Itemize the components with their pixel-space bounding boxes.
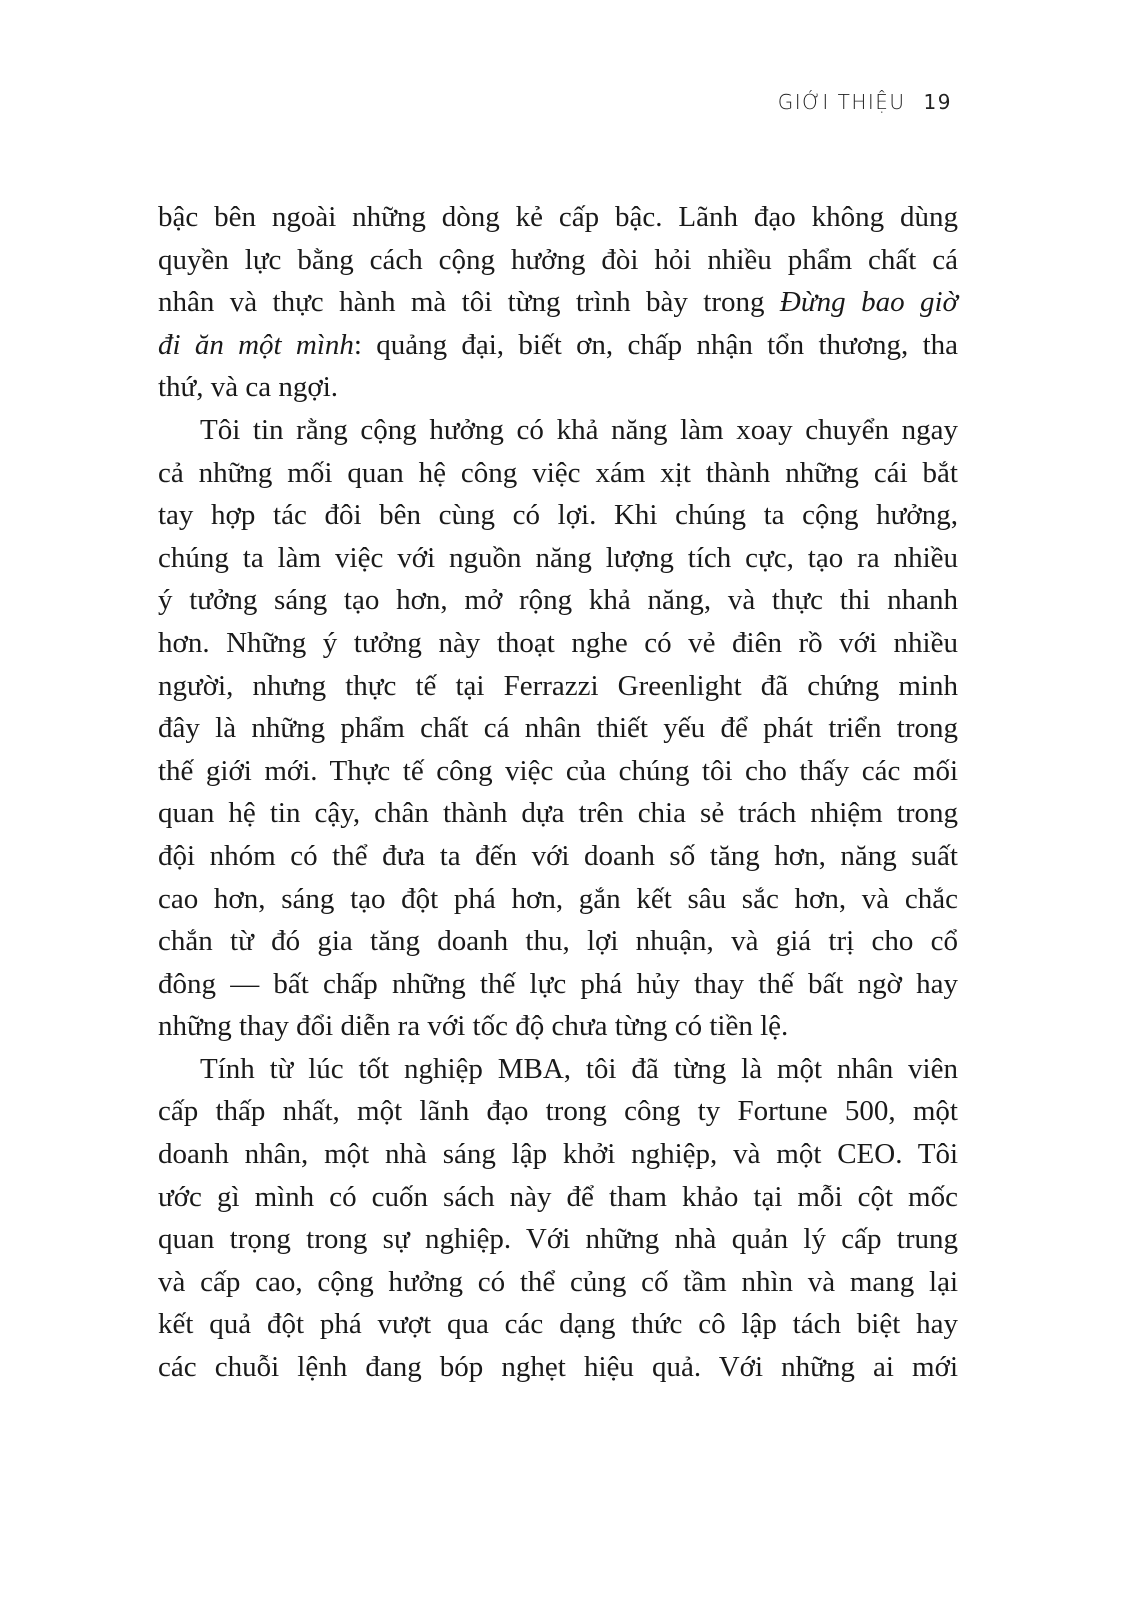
text-line xyxy=(158,665,958,708)
page-number: 19 xyxy=(923,90,952,114)
paragraph xyxy=(158,409,958,1048)
text-line xyxy=(158,1261,958,1304)
text-line xyxy=(158,1133,958,1176)
text-segment: và cấp cao, cộng hưởng có thể củng cố tầm nhìn và mang lại xyxy=(158,1265,958,1298)
text-line xyxy=(158,1218,958,1261)
text-line xyxy=(158,1303,958,1346)
text-line xyxy=(158,920,958,963)
text-line xyxy=(158,494,958,537)
text-segment: đội nhóm có thể đưa ta đến với doanh số tăng hơn, năng suất xyxy=(158,839,958,872)
text-line xyxy=(158,1346,958,1389)
text-line xyxy=(158,963,958,1006)
text-segment: những thay đổi diễn ra với tốc độ chưa từng có tiền lệ. xyxy=(158,1010,789,1043)
text-segment: thứ, và ca ngợi. xyxy=(158,371,339,404)
text-line xyxy=(158,792,958,835)
text-line xyxy=(158,878,958,921)
body-text xyxy=(158,196,958,1389)
text-line xyxy=(158,196,958,239)
text-segment: nhân và thực hành mà tôi từng trình bày trong xyxy=(158,286,780,319)
text-segment: chắn từ đó gia tăng doanh thu, lợi nhuận, và giá trị cho cổ xyxy=(158,925,958,958)
text-line xyxy=(158,622,958,665)
text-line xyxy=(158,366,958,409)
text-line xyxy=(158,1005,958,1048)
text-segment: đông — bất chấp những thế lực phá hủy thay thế bất ngờ hay xyxy=(158,967,958,1000)
text-segment: cấp thấp nhất, một lãnh đạo trong công ty Fortune 500, một xyxy=(158,1095,958,1128)
text-segment: người, nhưng thực tế tại Ferrazzi Greenlight đã chứng minh xyxy=(158,669,958,702)
book-title-italic: Đừng bao giờ xyxy=(779,286,959,319)
text-segment: ý tưởng sáng tạo hơn, mở rộng khả năng, và thực thi nhanh xyxy=(158,584,958,617)
text-line xyxy=(158,1048,958,1091)
text-line xyxy=(158,579,958,622)
text-segment: tay hợp tác đôi bên cùng có lợi. Khi chúng ta cộng hưởng, xyxy=(158,499,958,532)
text-segment: hơn. Những ý tưởng này thoạt nghe có vẻ điên rồ với nhiều xyxy=(158,626,958,659)
text-segment: quan hệ tin cậy, chân thành dựa trên chia sẻ trách nhiệm trong xyxy=(158,797,958,830)
paragraph xyxy=(158,1048,958,1389)
text-line xyxy=(158,707,958,750)
text-segment: quyền lực bằng cách cộng hưởng đòi hỏi nhiều phẩm chất cá xyxy=(158,243,958,276)
text-segment: các chuỗi lệnh đang bóp nghẹt hiệu quả. Với những ai mới xyxy=(158,1351,958,1384)
text-segment: kết quả đột phá vượt qua các dạng thức cô lập tách biệt hay xyxy=(158,1308,958,1341)
book-title-italic: đi ăn một mình xyxy=(158,328,354,361)
text-line xyxy=(158,324,958,367)
text-segment: Tôi tin rằng cộng hưởng có khả năng làm xoay chuyển ngay xyxy=(200,413,958,446)
text-line xyxy=(158,239,958,282)
text-segment: chúng ta làm việc với nguồn năng lượng tích cực, tạo ra nhiều xyxy=(158,541,958,574)
text-line xyxy=(158,750,958,793)
text-segment: doanh nhân, một nhà sáng lập khởi nghiệp, và một CEO. Tôi xyxy=(158,1138,958,1171)
text-segment: quan trọng trong sự nghiệp. Với những nhà quản lý cấp trung xyxy=(158,1223,958,1256)
text-segment: bậc bên ngoài những dòng kẻ cấp bậc. Lãnh đạo không dùng xyxy=(158,201,958,233)
chapter-title: GIỚI THIỆU xyxy=(777,90,906,114)
text-line xyxy=(158,835,958,878)
text-segment: ước gì mình có cuốn sách này để tham khảo tại mỗi cột mốc xyxy=(158,1180,958,1213)
text-line xyxy=(158,281,958,324)
text-line xyxy=(158,1176,958,1219)
text-segment: thế giới mới. Thực tế công việc của chúng tôi cho thấy các mối xyxy=(158,754,958,787)
text-line xyxy=(158,1090,958,1133)
text-line xyxy=(158,537,958,580)
text-line xyxy=(158,452,958,495)
text-segment: : quảng đại, biết ơn, chấp nhận tổn thương, tha xyxy=(353,328,959,361)
text-segment: cả những mối quan hệ công việc xám xịt thành những cái bắt xyxy=(158,456,958,489)
text-line xyxy=(158,409,958,452)
paragraph xyxy=(158,196,958,409)
text-segment: đây là những phẩm chất cá nhân thiết yếu để phát triển trong xyxy=(158,712,958,745)
running-head xyxy=(778,90,952,114)
text-segment: Tính từ lúc tốt nghiệp MBA, tôi đã từng là một nhân viên xyxy=(200,1052,958,1085)
text-segment: cao hơn, sáng tạo đột phá hơn, gắn kết sâu sắc hơn, và chắc xyxy=(158,882,958,915)
